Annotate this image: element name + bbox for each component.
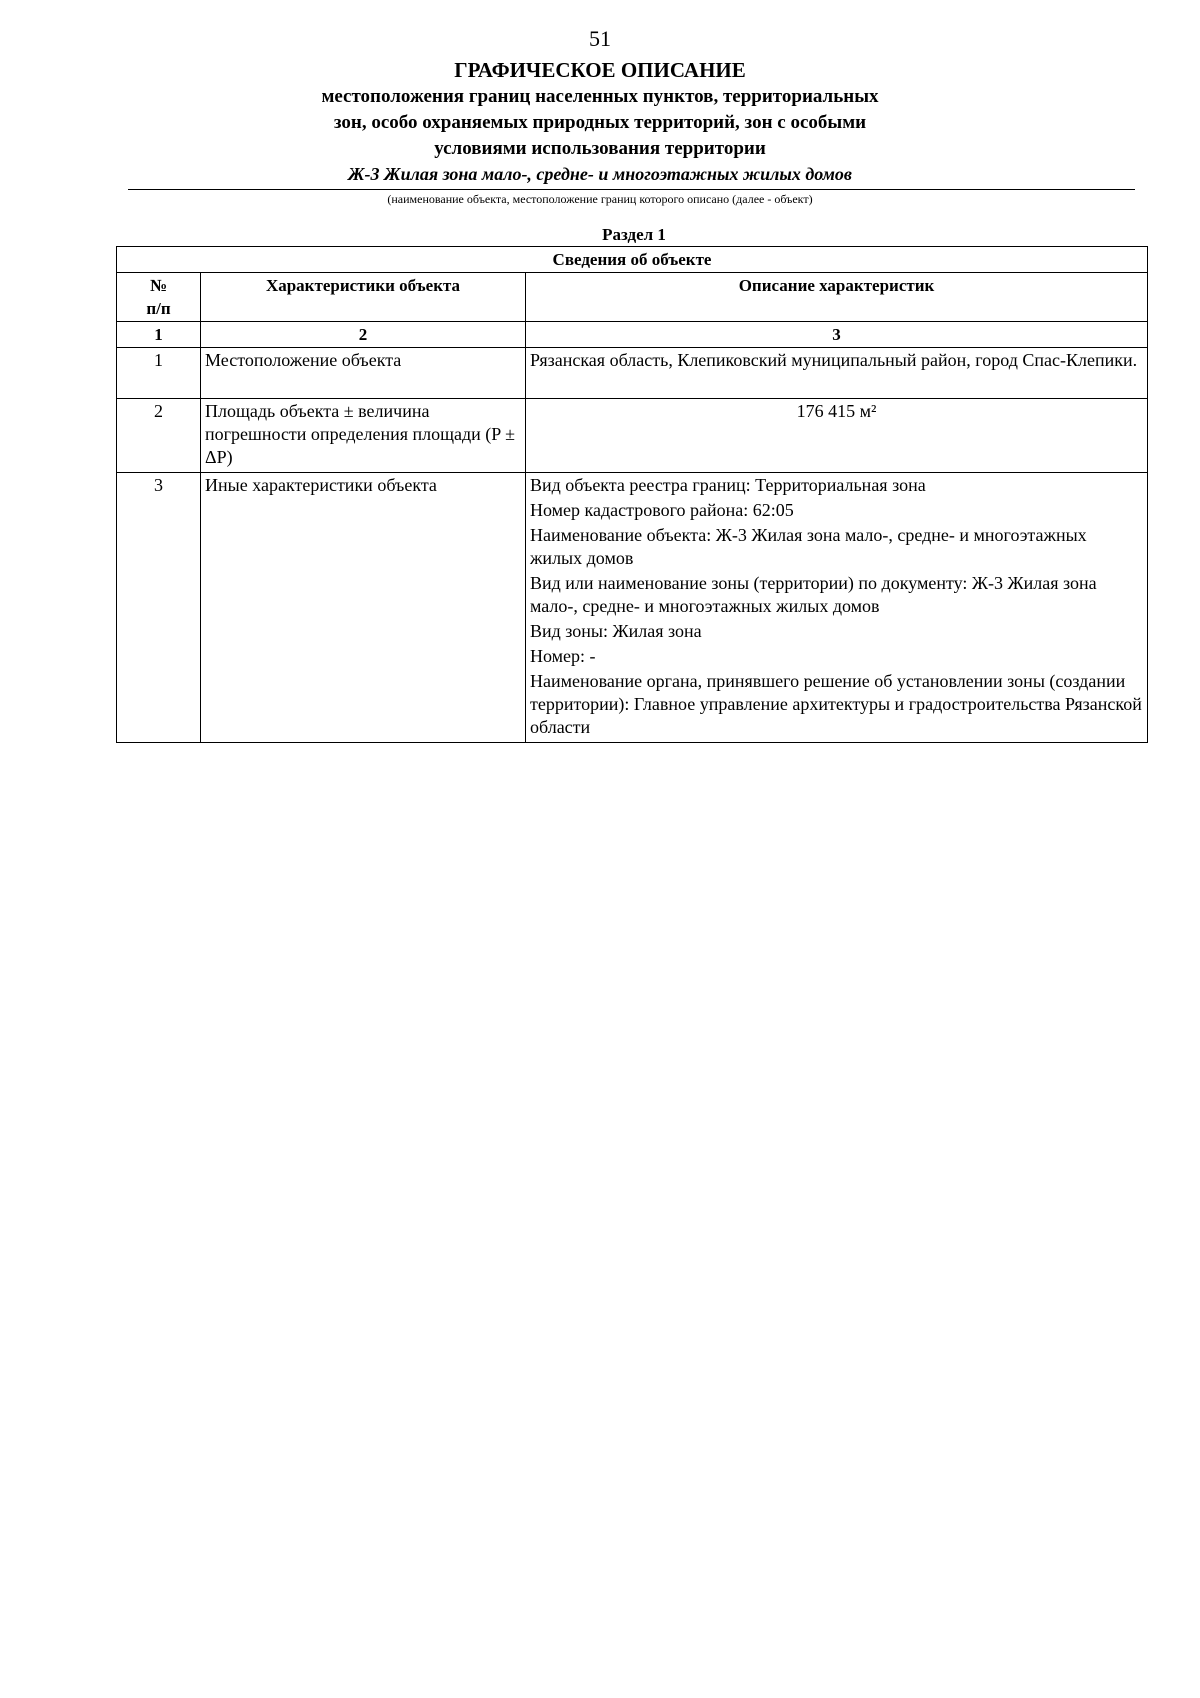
table-row bbox=[117, 399, 1148, 473]
row-characteristic: Площадь объекта ± величина погрешности определения площади (P ± ΔP) bbox=[201, 399, 526, 473]
column-number: 2 bbox=[201, 322, 526, 348]
object-caption: (наименование объекта, местоположение границ которого описано (далее - объект) bbox=[387, 192, 813, 206]
row-description: Рязанская область, Клепиковский муниципальный район, город Спас-Клепики. bbox=[526, 348, 1148, 399]
table-header-row bbox=[117, 273, 1148, 322]
table-row bbox=[117, 473, 1148, 743]
description-line: Вид объекта реестра границ: Территориальная зона bbox=[530, 475, 926, 495]
description-line: Наименование объекта: Ж-3 Жилая зона мало-, средне- и многоэтажных жилых домов bbox=[530, 525, 1087, 568]
section-label: Раздел 1 bbox=[602, 225, 666, 244]
column-header-number bbox=[117, 273, 201, 322]
description-line: Вид или наименование зоны (территории) по документу: Ж-3 Жилая зона мало-, средне- и многоэтажных жилых домов bbox=[530, 573, 1097, 616]
subtitle-line: условиями использования территории bbox=[434, 138, 766, 159]
row-description: 176 415 м² bbox=[526, 399, 1148, 473]
object-name: Ж-3 Жилая зона мало-, средне- и многоэтажных жилых домов bbox=[348, 164, 852, 184]
column-header-characteristics: Характеристики объекта bbox=[201, 273, 526, 322]
row-number: 3 bbox=[117, 473, 201, 743]
column-header-number-symbol: № bbox=[149, 276, 168, 295]
description-line: Номер: - bbox=[530, 646, 596, 666]
row-characteristic: Иные характеристики объекта bbox=[201, 473, 526, 743]
object-info-table bbox=[116, 246, 1148, 743]
column-number: 3 bbox=[526, 322, 1148, 348]
object-name-underline bbox=[128, 189, 1135, 190]
page-number: 51 bbox=[589, 26, 611, 51]
column-number: 1 bbox=[117, 322, 201, 348]
description-line: Номер кадастрового района: 62:05 bbox=[530, 500, 794, 520]
description-line: Вид зоны: Жилая зона bbox=[530, 621, 702, 641]
table-caption: Сведения об объекте bbox=[117, 247, 1148, 273]
column-number-row bbox=[117, 322, 1148, 348]
document-title: ГРАФИЧЕСКОЕ ОПИСАНИЕ bbox=[454, 58, 746, 82]
document-subtitle bbox=[250, 84, 950, 162]
row-description bbox=[526, 473, 1148, 743]
row-number: 1 bbox=[117, 348, 201, 399]
column-header-number-abbr: п/п bbox=[146, 299, 171, 318]
table-row bbox=[117, 348, 1148, 399]
subtitle-line: местоположения границ населенных пунктов, территориальных bbox=[321, 86, 879, 107]
subtitle-line: зон, особо охраняемых природных территорий, зон с особыми bbox=[333, 112, 867, 133]
description-line: Наименование органа, принявшего решение об установлении зоны (создании территории): Главное управление архитектуры и градостроительства Рязанской области bbox=[530, 671, 1142, 737]
row-characteristic: Местоположение объекта bbox=[201, 348, 526, 399]
table-caption-row bbox=[117, 247, 1148, 273]
row-number: 2 bbox=[117, 399, 201, 473]
column-header-description: Описание характеристик bbox=[526, 273, 1148, 322]
